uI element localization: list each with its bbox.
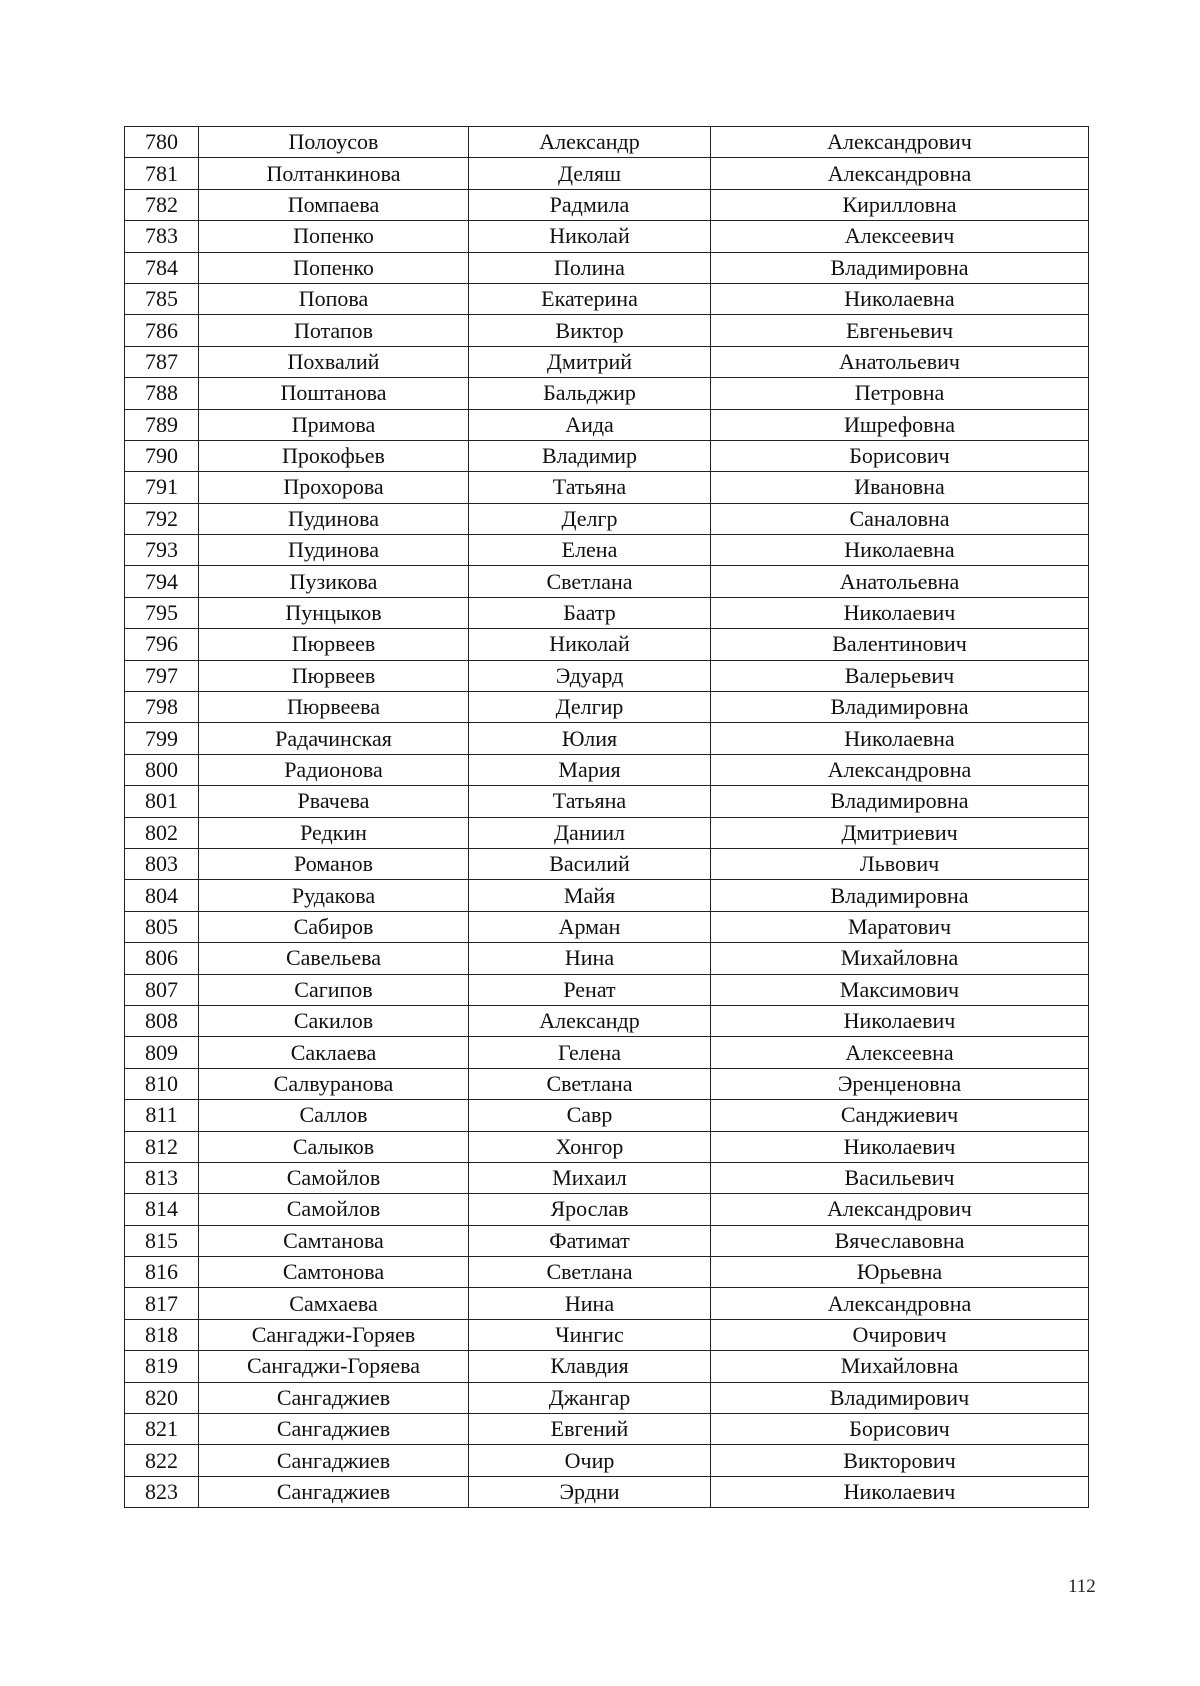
table-row (125, 1194, 1089, 1225)
table-row (125, 1037, 1089, 1068)
last-name-cell: Пудинова (199, 535, 469, 566)
table-row (125, 1476, 1089, 1507)
table-row (125, 252, 1089, 283)
first-name-cell: Ярослав (469, 1194, 711, 1225)
first-name-cell: Хонгор (469, 1131, 711, 1162)
table-row (125, 692, 1089, 723)
first-name-cell: Николай (469, 629, 711, 660)
patronymic-cell: Владимирович (711, 1382, 1089, 1413)
patronymic-cell: Львович (711, 848, 1089, 879)
row-number-cell: 800 (125, 754, 199, 785)
patronymic-cell: Анатольевна (711, 566, 1089, 597)
first-name-cell: Чингис (469, 1319, 711, 1350)
table-row (125, 660, 1089, 691)
first-name-cell: Юлия (469, 723, 711, 754)
first-name-cell: Даниил (469, 817, 711, 848)
table-row (125, 566, 1089, 597)
row-number-cell: 795 (125, 597, 199, 628)
last-name-cell: Полтанкинова (199, 158, 469, 189)
table-row (125, 1068, 1089, 1099)
first-name-cell: Радмила (469, 189, 711, 220)
table-row (125, 754, 1089, 785)
table-row (125, 127, 1089, 158)
last-name-cell: Прохорова (199, 472, 469, 503)
table-row (125, 786, 1089, 817)
row-number-cell: 810 (125, 1068, 199, 1099)
table-row (125, 503, 1089, 534)
last-name-cell: Попова (199, 283, 469, 314)
first-name-cell: Савр (469, 1100, 711, 1131)
row-number-cell: 819 (125, 1351, 199, 1382)
first-name-cell: Бальджир (469, 378, 711, 409)
first-name-cell: Мария (469, 754, 711, 785)
table-row (125, 535, 1089, 566)
row-number-cell: 793 (125, 535, 199, 566)
last-name-cell: Пюрвеева (199, 692, 469, 723)
last-name-cell: Помпаева (199, 189, 469, 220)
first-name-cell: Эдуард (469, 660, 711, 691)
first-name-cell: Полина (469, 252, 711, 283)
patronymic-cell: Николаевич (711, 1476, 1089, 1507)
table-row (125, 409, 1089, 440)
last-name-cell: Радионова (199, 754, 469, 785)
patronymic-cell: Николаевна (711, 283, 1089, 314)
patronymic-cell: Анатольевич (711, 346, 1089, 377)
table-row (125, 629, 1089, 660)
last-name-cell: Сангаджи-Горяева (199, 1351, 469, 1382)
last-name-cell: Салыков (199, 1131, 469, 1162)
patronymic-cell: Максимович (711, 974, 1089, 1005)
patronymic-cell: Юрьевна (711, 1257, 1089, 1288)
first-name-cell: Екатерина (469, 283, 711, 314)
patronymic-cell: Ивановна (711, 472, 1089, 503)
patronymic-cell: Кирилловна (711, 189, 1089, 220)
first-name-cell: Аида (469, 409, 711, 440)
last-name-cell: Самтонова (199, 1257, 469, 1288)
table-row (125, 848, 1089, 879)
first-name-cell: Делгр (469, 503, 711, 534)
patronymic-cell: Викторович (711, 1445, 1089, 1476)
row-number-cell: 789 (125, 409, 199, 440)
last-name-cell: Редкин (199, 817, 469, 848)
first-name-cell: Владимир (469, 440, 711, 471)
first-name-cell: Баатр (469, 597, 711, 628)
last-name-cell: Полоусов (199, 127, 469, 158)
row-number-cell: 798 (125, 692, 199, 723)
table-row (125, 189, 1089, 220)
page-number: 112 (1068, 1576, 1096, 1597)
table-row (125, 1414, 1089, 1445)
row-number-cell: 796 (125, 629, 199, 660)
table-row (125, 1225, 1089, 1256)
row-number-cell: 781 (125, 158, 199, 189)
row-number-cell: 799 (125, 723, 199, 754)
last-name-cell: Пузикова (199, 566, 469, 597)
last-name-cell: Сангаджи-Горяев (199, 1319, 469, 1350)
patronymic-cell: Александрович (711, 1194, 1089, 1225)
patronymic-cell: Владимировна (711, 880, 1089, 911)
last-name-cell: Сагипов (199, 974, 469, 1005)
table-row (125, 1131, 1089, 1162)
patronymic-cell: Александровна (711, 1288, 1089, 1319)
first-name-cell: Гелена (469, 1037, 711, 1068)
first-name-cell: Евгений (469, 1414, 711, 1445)
table-row (125, 1005, 1089, 1036)
table-row (125, 911, 1089, 942)
first-name-cell: Деляш (469, 158, 711, 189)
row-number-cell: 814 (125, 1194, 199, 1225)
first-name-cell: Нина (469, 943, 711, 974)
first-name-cell: Нина (469, 1288, 711, 1319)
row-number-cell: 801 (125, 786, 199, 817)
first-name-cell: Татьяна (469, 472, 711, 503)
last-name-cell: Рвачева (199, 786, 469, 817)
table-row (125, 817, 1089, 848)
first-name-cell: Светлана (469, 1068, 711, 1099)
patronymic-cell: Петровна (711, 378, 1089, 409)
first-name-cell: Александр (469, 1005, 711, 1036)
first-name-cell: Николай (469, 221, 711, 252)
row-number-cell: 788 (125, 378, 199, 409)
patronymic-cell: Вячеславовна (711, 1225, 1089, 1256)
row-number-cell: 791 (125, 472, 199, 503)
last-name-cell: Романов (199, 848, 469, 879)
patronymic-cell: Очирович (711, 1319, 1089, 1350)
row-number-cell: 790 (125, 440, 199, 471)
first-name-cell: Эрдни (469, 1476, 711, 1507)
patronymic-cell: Алексеевна (711, 1037, 1089, 1068)
table-row (125, 1257, 1089, 1288)
last-name-cell: Сангаджиев (199, 1445, 469, 1476)
table-row (125, 472, 1089, 503)
row-number-cell: 818 (125, 1319, 199, 1350)
patronymic-cell: Евгеньевич (711, 315, 1089, 346)
last-name-cell: Попенко (199, 252, 469, 283)
first-name-cell: Татьяна (469, 786, 711, 817)
patronymic-cell: Дмитриевич (711, 817, 1089, 848)
last-name-cell: Самтанова (199, 1225, 469, 1256)
last-name-cell: Попенко (199, 221, 469, 252)
first-name-cell: Светлана (469, 566, 711, 597)
last-name-cell: Сангаджиев (199, 1382, 469, 1413)
patronymic-cell: Санджиевич (711, 1100, 1089, 1131)
last-name-cell: Похвалий (199, 346, 469, 377)
last-name-cell: Салвуранова (199, 1068, 469, 1099)
patronymic-cell: Борисович (711, 440, 1089, 471)
first-name-cell: Михаил (469, 1162, 711, 1193)
last-name-cell: Савельева (199, 943, 469, 974)
row-number-cell: 804 (125, 880, 199, 911)
patronymic-cell: Маратович (711, 911, 1089, 942)
first-name-cell: Светлана (469, 1257, 711, 1288)
first-name-cell: Дмитрий (469, 346, 711, 377)
row-number-cell: 809 (125, 1037, 199, 1068)
row-number-cell: 815 (125, 1225, 199, 1256)
patronymic-cell: Владимировна (711, 786, 1089, 817)
row-number-cell: 780 (125, 127, 199, 158)
patronymic-cell: Михайловна (711, 943, 1089, 974)
patronymic-cell: Николаевна (711, 723, 1089, 754)
patronymic-cell: Борисович (711, 1414, 1089, 1445)
table-row (125, 1288, 1089, 1319)
last-name-cell: Саклаева (199, 1037, 469, 1068)
last-name-cell: Сакилов (199, 1005, 469, 1036)
first-name-cell: Елена (469, 535, 711, 566)
names-table-body (125, 127, 1089, 1508)
last-name-cell: Примова (199, 409, 469, 440)
first-name-cell: Майя (469, 880, 711, 911)
last-name-cell: Самхаева (199, 1288, 469, 1319)
first-name-cell: Фатимат (469, 1225, 711, 1256)
row-number-cell: 823 (125, 1476, 199, 1507)
last-name-cell: Сангаджиев (199, 1414, 469, 1445)
last-name-cell: Рудакова (199, 880, 469, 911)
row-number-cell: 787 (125, 346, 199, 377)
last-name-cell: Самойлов (199, 1162, 469, 1193)
row-number-cell: 816 (125, 1257, 199, 1288)
row-number-cell: 808 (125, 1005, 199, 1036)
row-number-cell: 785 (125, 283, 199, 314)
table-row (125, 315, 1089, 346)
first-name-cell: Очир (469, 1445, 711, 1476)
table-row (125, 440, 1089, 471)
last-name-cell: Потапов (199, 315, 469, 346)
table-row (125, 1351, 1089, 1382)
table-row (125, 1100, 1089, 1131)
patronymic-cell: Валерьевич (711, 660, 1089, 691)
row-number-cell: 805 (125, 911, 199, 942)
last-name-cell: Пудинова (199, 503, 469, 534)
last-name-cell: Прокофьев (199, 440, 469, 471)
table-row (125, 1162, 1089, 1193)
row-number-cell: 783 (125, 221, 199, 252)
table-row (125, 1445, 1089, 1476)
row-number-cell: 817 (125, 1288, 199, 1319)
table-row (125, 1382, 1089, 1413)
table-row (125, 974, 1089, 1005)
row-number-cell: 811 (125, 1100, 199, 1131)
first-name-cell: Делгир (469, 692, 711, 723)
table-row (125, 158, 1089, 189)
last-name-cell: Сабиров (199, 911, 469, 942)
patronymic-cell: Эренџеновна (711, 1068, 1089, 1099)
names-table (124, 126, 1089, 1508)
row-number-cell: 812 (125, 1131, 199, 1162)
table-row (125, 346, 1089, 377)
last-name-cell: Сангаджиев (199, 1476, 469, 1507)
first-name-cell: Джангар (469, 1382, 711, 1413)
row-number-cell: 802 (125, 817, 199, 848)
row-number-cell: 822 (125, 1445, 199, 1476)
table-row (125, 880, 1089, 911)
row-number-cell: 784 (125, 252, 199, 283)
row-number-cell: 820 (125, 1382, 199, 1413)
patronymic-cell: Валентинович (711, 629, 1089, 660)
patronymic-cell: Николаевич (711, 1005, 1089, 1036)
row-number-cell: 794 (125, 566, 199, 597)
last-name-cell: Пюрвеев (199, 629, 469, 660)
last-name-cell: Саллов (199, 1100, 469, 1131)
first-name-cell: Арман (469, 911, 711, 942)
patronymic-cell: Саналовна (711, 503, 1089, 534)
patronymic-cell: Николаевна (711, 535, 1089, 566)
first-name-cell: Виктор (469, 315, 711, 346)
first-name-cell: Клавдия (469, 1351, 711, 1382)
patronymic-cell: Николаевич (711, 1131, 1089, 1162)
patronymic-cell: Ишрефовна (711, 409, 1089, 440)
last-name-cell: Поштанова (199, 378, 469, 409)
table-row (125, 378, 1089, 409)
patronymic-cell: Николаевич (711, 597, 1089, 628)
table-row (125, 1319, 1089, 1350)
row-number-cell: 806 (125, 943, 199, 974)
patronymic-cell: Александровна (711, 754, 1089, 785)
row-number-cell: 786 (125, 315, 199, 346)
row-number-cell: 782 (125, 189, 199, 220)
last-name-cell: Пунцыков (199, 597, 469, 628)
table-row (125, 943, 1089, 974)
patronymic-cell: Михайловна (711, 1351, 1089, 1382)
row-number-cell: 807 (125, 974, 199, 1005)
row-number-cell: 821 (125, 1414, 199, 1445)
row-number-cell: 813 (125, 1162, 199, 1193)
table-row (125, 283, 1089, 314)
table-row (125, 597, 1089, 628)
row-number-cell: 792 (125, 503, 199, 534)
table-row (125, 221, 1089, 252)
patronymic-cell: Владимировна (711, 692, 1089, 723)
last-name-cell: Самойлов (199, 1194, 469, 1225)
row-number-cell: 797 (125, 660, 199, 691)
first-name-cell: Александр (469, 127, 711, 158)
last-name-cell: Радачинская (199, 723, 469, 754)
table-row (125, 723, 1089, 754)
first-name-cell: Ренат (469, 974, 711, 1005)
first-name-cell: Василий (469, 848, 711, 879)
patronymic-cell: Владимировна (711, 252, 1089, 283)
patronymic-cell: Александрович (711, 127, 1089, 158)
row-number-cell: 803 (125, 848, 199, 879)
last-name-cell: Пюрвеев (199, 660, 469, 691)
patronymic-cell: Алексеевич (711, 221, 1089, 252)
patronymic-cell: Александровна (711, 158, 1089, 189)
patronymic-cell: Васильевич (711, 1162, 1089, 1193)
